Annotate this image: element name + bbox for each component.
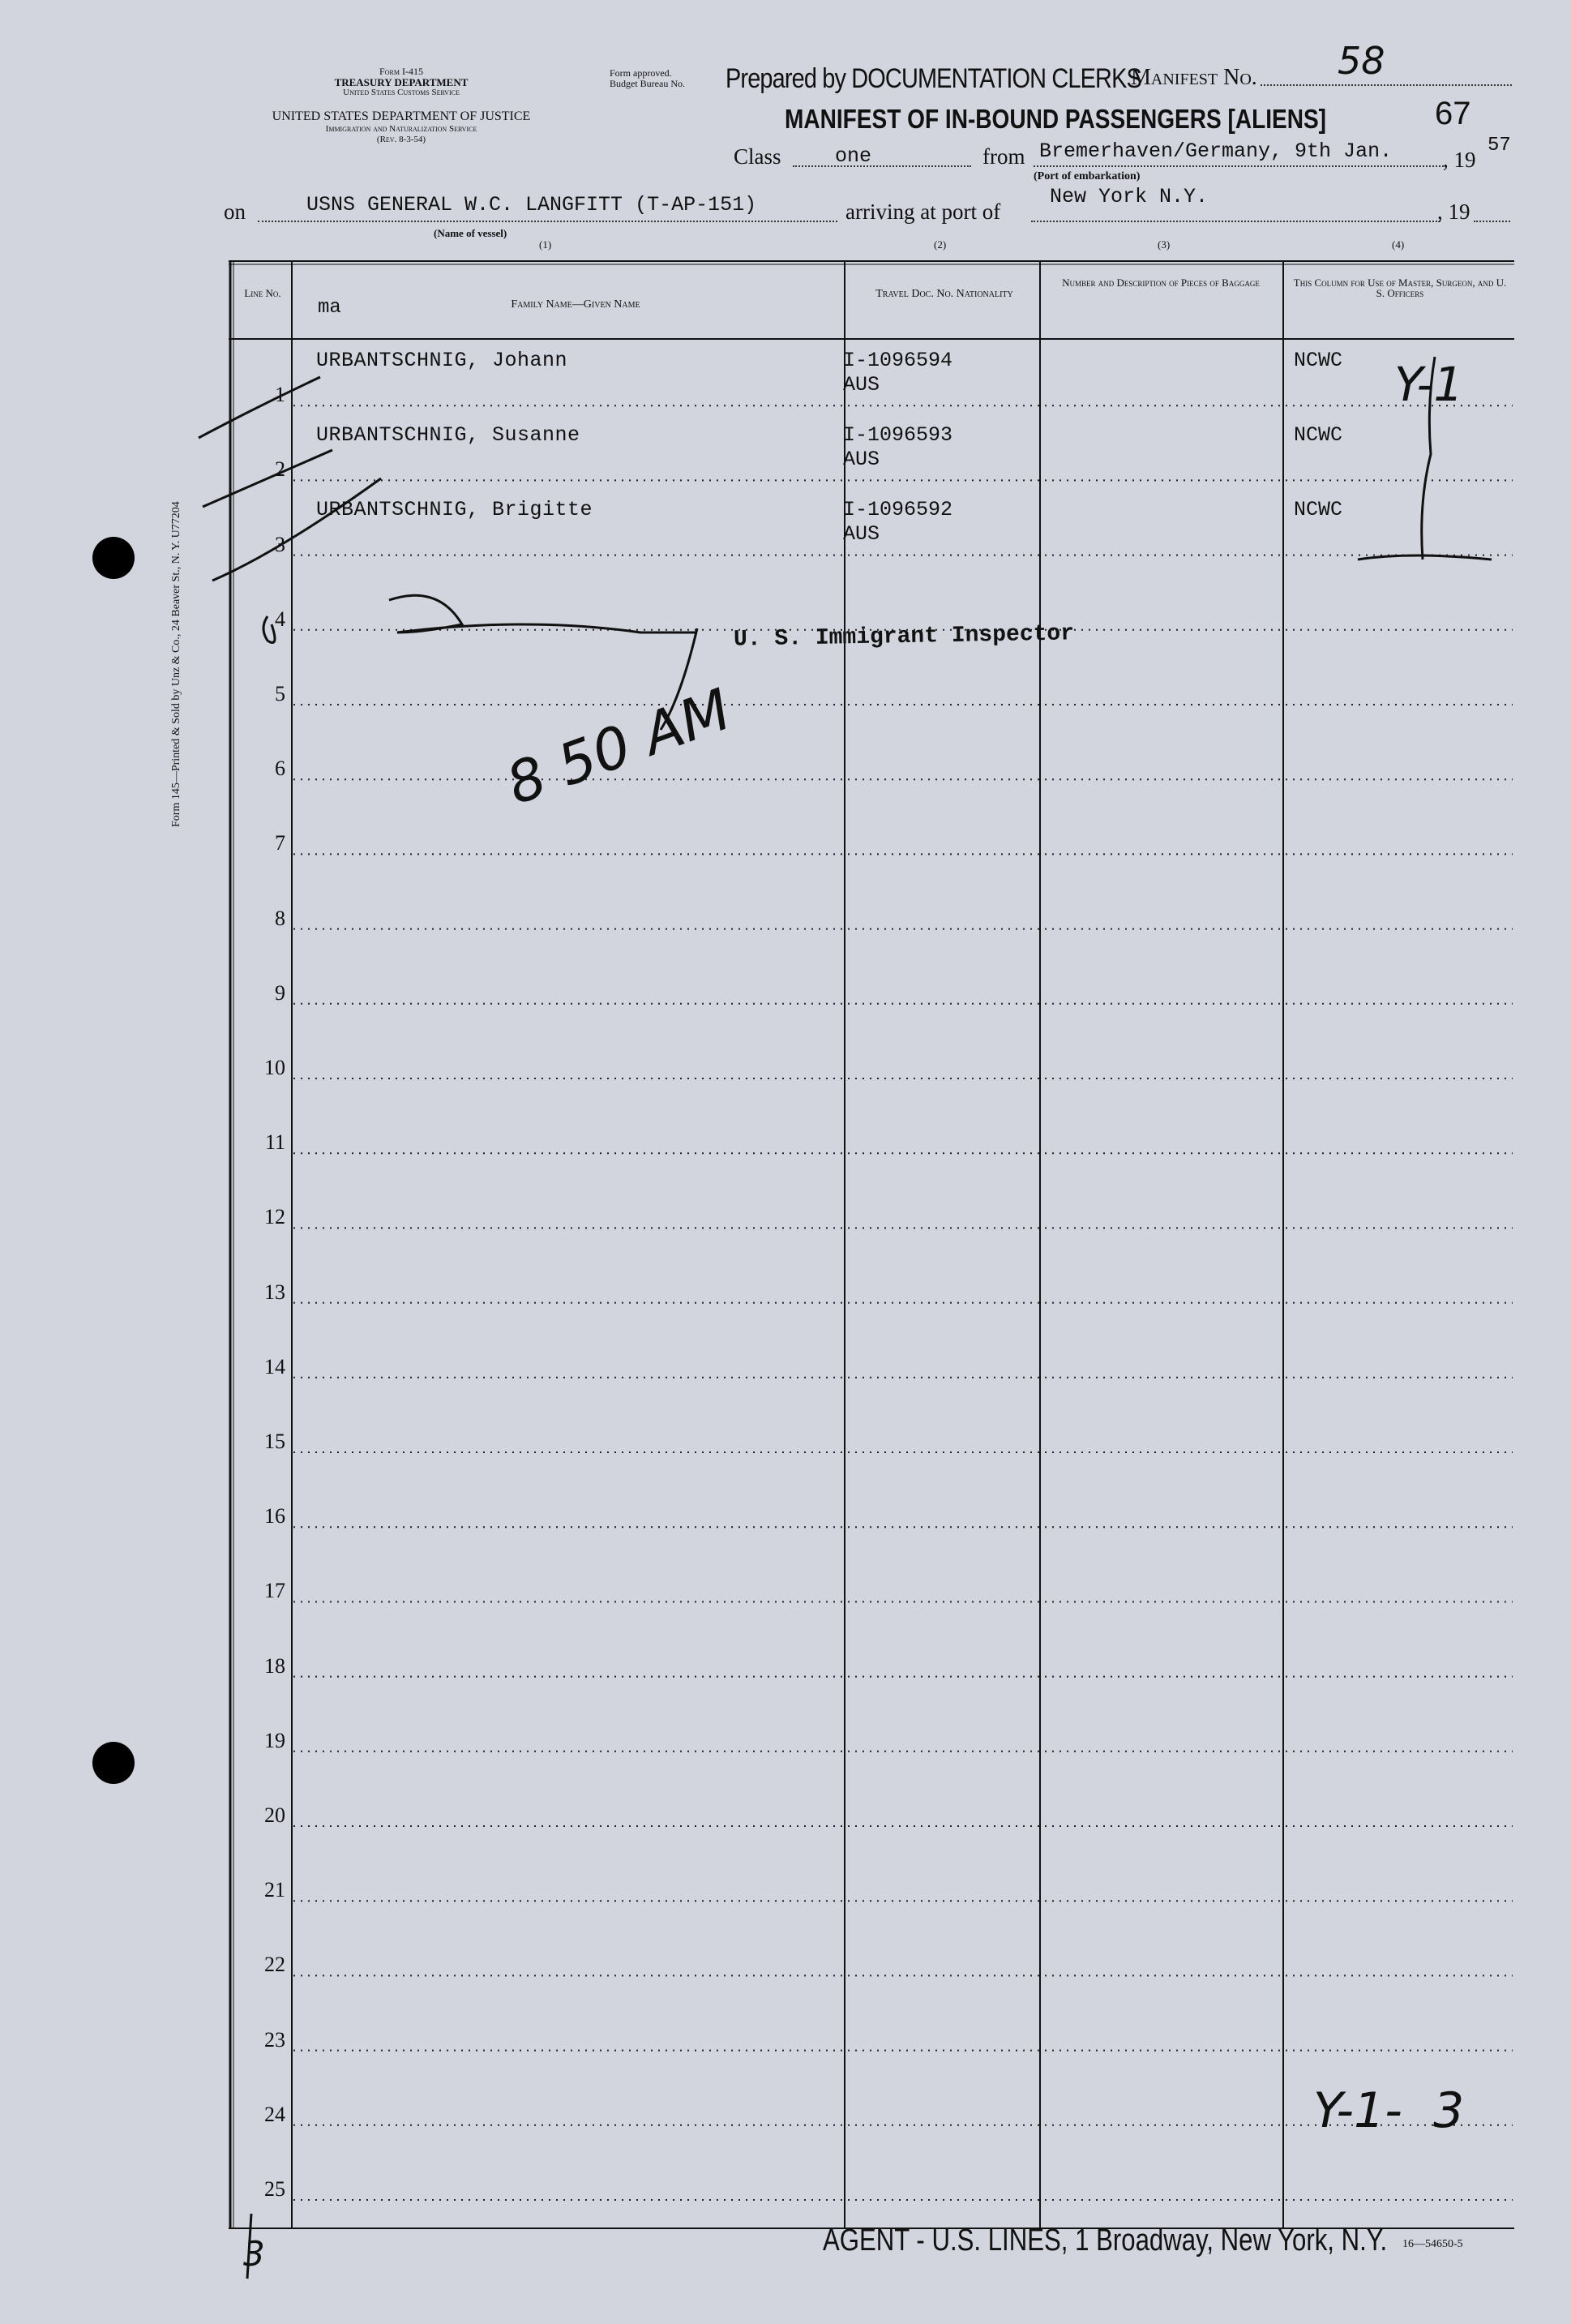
check-mark-2 [203, 450, 332, 507]
line-number: 21 [264, 1878, 285, 1902]
inspector-signature [389, 595, 697, 632]
col-header-name: Family Name—Given Name [511, 298, 640, 311]
line-number: 22 [264, 1953, 285, 1977]
line-number: 15 [264, 1430, 285, 1453]
agent-footer: AGENT - U.S. LINES, 1 Broadway, New York, N.Y. [823, 2223, 1388, 2258]
line-number: 17 [264, 1579, 285, 1603]
check-mark-1 [199, 377, 320, 438]
line-number: 13 [264, 1280, 285, 1304]
on-label: on [224, 199, 246, 224]
handwritten-time: 8 50 AM [498, 675, 739, 818]
ins-service: Immigration and Naturalization Service [325, 124, 477, 134]
line-number: 2 [275, 457, 285, 482]
manifest-number-typed: 67 [1435, 96, 1471, 131]
line-number: 14 [264, 1354, 285, 1379]
passenger-use-1: NCWC [1294, 349, 1343, 372]
line-number: 20 [264, 1803, 285, 1827]
line-number: 18 [264, 1653, 285, 1678]
class-label: Class [734, 144, 781, 169]
line-number: 23 [264, 2027, 285, 2052]
bottom-handwritten-mark: 3 [243, 2234, 265, 2274]
revision: (Rev. 8-3-54) [376, 135, 426, 144]
passenger-doc-1: I-1096594 [843, 349, 953, 372]
manifest-title: MANIFEST OF IN-BOUND PASSENGERS [ALIENS] [785, 104, 1327, 134]
line-number: 7 [275, 831, 285, 855]
passenger-name-2: URBANTSCHNIG, Susanne [316, 423, 580, 447]
passenger-name-3: URBANTSCHNIG, Brigitte [316, 498, 593, 521]
manifest-number-handwritten: 58 [1338, 39, 1385, 83]
side-printer-text: Form 145—Printed & Sold by Unz & Co., 24 Beaver St., N. Y. U77204 [170, 501, 182, 827]
customs-service: United States Customs Service [343, 88, 460, 97]
line-number: 5 [275, 682, 285, 705]
line-number: 6 [275, 757, 285, 781]
passenger-doc-2: I-1096593 [843, 423, 953, 447]
passenger-nationality-3: AUS [843, 522, 880, 546]
line-number: 16 [264, 1504, 285, 1529]
arrival-port-value: New York N.Y. [1050, 185, 1209, 208]
line-number: 12 [264, 1205, 285, 1229]
col-header-officer-use: This Column for Use of Master, Surgeon, and U. S. Officers [1293, 277, 1507, 299]
line-number: 4 [275, 607, 285, 631]
line-number: 25 [264, 2177, 285, 2201]
treasury-dept: TREASURY DEPARTMENT [334, 76, 469, 88]
col-header-travel-doc: Travel Doc. No. Nationality [875, 288, 1013, 300]
from-label: from [982, 144, 1025, 169]
year-prefix: , 19 [1443, 148, 1476, 172]
handwritten-tally: Y-1- 3 [1313, 2082, 1465, 2139]
col1-prefix: ma [318, 297, 341, 319]
arriving-label: arriving at port of [845, 199, 1001, 224]
line-number: 24 [264, 2102, 285, 2126]
inspector-stamp: U. S. Immigrant Inspector [733, 621, 1075, 653]
prepared-by-stamp: Prepared by DOCUMENTATION CLERKS [726, 63, 1141, 94]
passenger-use-2: NCWC [1294, 423, 1343, 447]
check-mark-3 [212, 478, 381, 581]
vessel-caption: (Name of vessel) [434, 227, 507, 239]
class-value: one [835, 144, 872, 168]
year-value: 57 [1488, 135, 1511, 157]
col-header-baggage: Number and Description of Pieces of Baggage [1062, 277, 1260, 289]
passenger-nationality-1: AUS [843, 373, 880, 397]
col-num-1: (1) [539, 238, 552, 251]
handwritten-tally-top: Y-1 [1394, 357, 1464, 412]
passenger-nationality-2: AUS [843, 448, 880, 471]
justice-dept: UNITED STATES DEPARTMENT OF JUSTICE [272, 109, 531, 123]
form-label: Form I-415 [379, 66, 423, 77]
line-number: 9 [275, 980, 285, 1005]
form-code: 16—54650-5 [1402, 2238, 1463, 2250]
line-number: 8 [275, 906, 285, 930]
line-number: 3 [275, 532, 285, 556]
circle-mark [263, 616, 275, 643]
vessel-value: USNS GENERAL W.C. LANGFITT (T-AP-151) [306, 193, 757, 217]
line-number: 10 [264, 1056, 285, 1079]
manifest-no-label: Manifest No. [1131, 65, 1257, 90]
col-num-4: (4) [1392, 238, 1405, 251]
year2-label: , 19 [1437, 199, 1470, 224]
line-number: 11 [264, 1130, 285, 1155]
from-value: Bremerhaven/Germany, 9th Jan. [1039, 139, 1393, 163]
col-num-2: (2) [934, 238, 947, 251]
port-embarkation-caption: (Port of embarkation) [1034, 170, 1141, 182]
form-approved: Form approved. [610, 67, 672, 79]
line-number: 1 [275, 383, 285, 407]
line-number: 19 [264, 1728, 285, 1752]
budget-bureau: Budget Bureau No. [610, 78, 685, 89]
passenger-doc-3: I-1096592 [843, 498, 953, 521]
passenger-use-3: NCWC [1294, 498, 1343, 521]
col-num-3: (3) [1158, 238, 1171, 251]
officer-scribble-line [1358, 555, 1492, 560]
passenger-name-1: URBANTSCHNIG, Johann [316, 349, 568, 372]
col-header-line-no: Line No. [244, 287, 281, 299]
